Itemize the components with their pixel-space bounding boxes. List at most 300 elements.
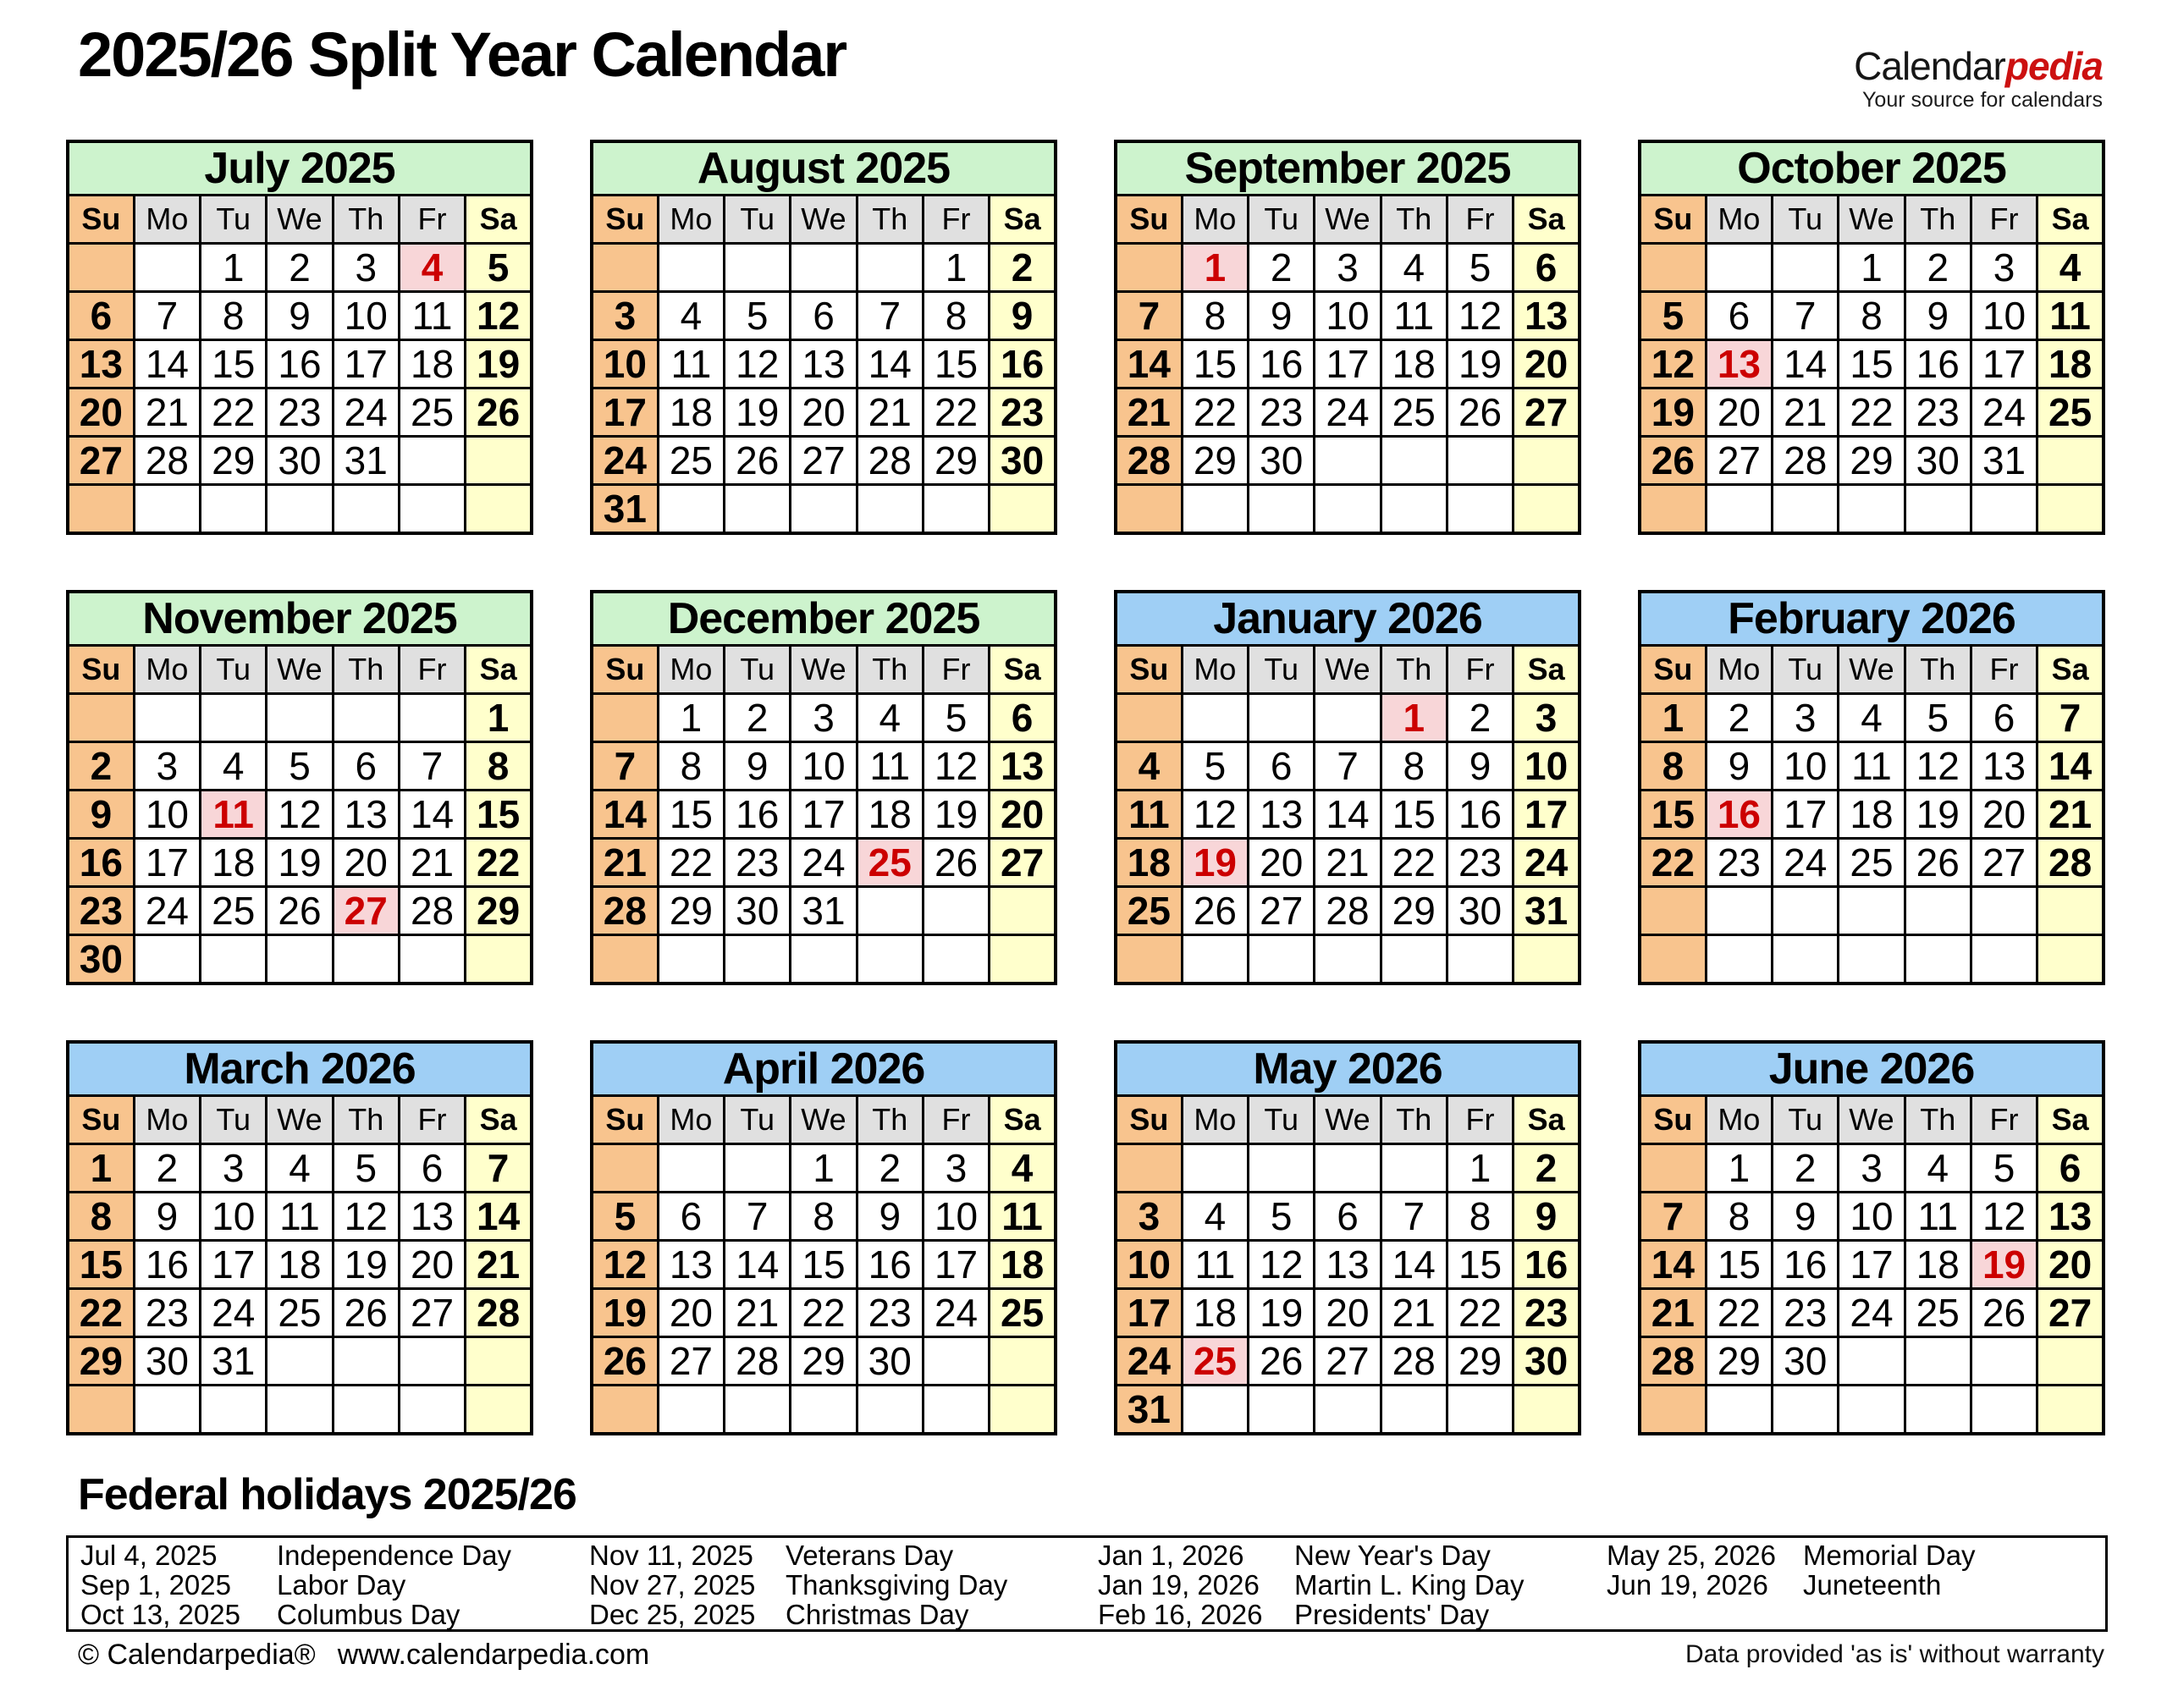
day-cell: 16 [1514, 1241, 1580, 1289]
holiday-name: Christmas Day [786, 1599, 969, 1630]
weekday-header-su: Su [68, 196, 134, 244]
day-cell: 3 [1839, 1144, 1905, 1193]
weekday-header-mo: Mo [134, 1096, 200, 1144]
day-cell: 30 [990, 437, 1056, 485]
holiday-entry [589, 1600, 1098, 1629]
day-cell: 31 [1514, 887, 1580, 935]
weekday-header-th: Th [1905, 196, 1971, 244]
day-cell: 2 [1706, 694, 1772, 742]
empty-cell [134, 1386, 200, 1435]
month-november-2025 [66, 590, 533, 985]
day-cell: 5 [1640, 292, 1706, 340]
day-cell: 22 [923, 388, 989, 437]
holiday-name: New Year's Day [1294, 1540, 1491, 1571]
day-cell: 1 [201, 244, 267, 292]
day-cell: 22 [1706, 1289, 1772, 1337]
day-cell: 29 [1706, 1337, 1772, 1386]
weekday-header-su: Su [1640, 646, 1706, 694]
day-cell: 6 [333, 742, 399, 791]
day-cell: 23 [267, 388, 333, 437]
empty-cell [1971, 887, 2037, 935]
day-cell: 4 [658, 292, 724, 340]
day-cell: 17 [201, 1241, 267, 1289]
day-cell: 10 [791, 742, 857, 791]
weekday-header-mo: Mo [1706, 196, 1772, 244]
weekday-header-su: Su [592, 1096, 658, 1144]
weekday-header-th: Th [333, 196, 399, 244]
empty-cell [1706, 485, 1772, 534]
empty-cell [1315, 935, 1381, 984]
day-cell: 11 [399, 292, 465, 340]
day-cell: 14 [466, 1193, 532, 1241]
empty-cell [592, 1386, 658, 1435]
day-cell: 4 [857, 694, 923, 742]
day-cell: 23 [134, 1289, 200, 1337]
empty-cell [2037, 1337, 2104, 1386]
day-cell: 26 [1182, 887, 1248, 935]
day-cell: 1 [923, 244, 989, 292]
empty-cell [857, 1386, 923, 1435]
empty-cell [2037, 1386, 2104, 1435]
day-cell: 25 [990, 1289, 1056, 1337]
day-cell: 11 [201, 791, 267, 839]
weekday-header-sa: Sa [2037, 646, 2104, 694]
empty-cell [1706, 244, 1772, 292]
day-cell: 17 [1116, 1289, 1182, 1337]
day-cell: 21 [1381, 1289, 1447, 1337]
empty-cell [1182, 1386, 1248, 1435]
day-cell: 30 [1773, 1337, 1839, 1386]
day-cell: 14 [857, 340, 923, 388]
day-cell: 27 [68, 437, 134, 485]
weekday-header-th: Th [1381, 646, 1447, 694]
day-cell: 5 [725, 292, 791, 340]
empty-cell [990, 1337, 1056, 1386]
day-cell: 4 [990, 1144, 1056, 1193]
day-cell: 18 [399, 340, 465, 388]
weekday-header-we: We [1839, 646, 1905, 694]
weekday-header-mo: Mo [1182, 196, 1248, 244]
day-cell: 17 [1839, 1241, 1905, 1289]
day-cell: 22 [1381, 839, 1447, 887]
weekday-header-fr: Fr [399, 196, 465, 244]
day-cell: 9 [1447, 742, 1513, 791]
weekday-header-tu: Tu [201, 1096, 267, 1144]
weekday-header-tu: Tu [201, 646, 267, 694]
weekday-header-mo: Mo [1706, 646, 1772, 694]
day-cell: 22 [1640, 839, 1706, 887]
day-cell: 22 [68, 1289, 134, 1337]
empty-cell [857, 485, 923, 534]
day-cell: 26 [923, 839, 989, 887]
empty-cell [1249, 935, 1315, 984]
empty-cell [1381, 935, 1447, 984]
day-cell: 24 [592, 437, 658, 485]
day-cell: 24 [1514, 839, 1580, 887]
holiday-date: Jul 4, 2025 [80, 1540, 218, 1571]
weekday-header-mo: Mo [1182, 646, 1248, 694]
day-cell: 23 [1773, 1289, 1839, 1337]
weekday-header-tu: Tu [725, 646, 791, 694]
day-cell: 25 [1116, 887, 1182, 935]
weekday-header-tu: Tu [1773, 646, 1839, 694]
day-cell: 14 [725, 1241, 791, 1289]
empty-cell [1971, 1337, 2037, 1386]
empty-cell [990, 887, 1056, 935]
day-cell: 18 [267, 1241, 333, 1289]
day-cell: 23 [1514, 1289, 1580, 1337]
holiday-entry [1098, 1540, 1607, 1570]
day-cell: 20 [791, 388, 857, 437]
day-cell: 3 [333, 244, 399, 292]
empty-cell [1514, 485, 1580, 534]
day-cell: 21 [725, 1289, 791, 1337]
empty-cell [1773, 1386, 1839, 1435]
day-cell: 10 [1116, 1241, 1182, 1289]
weekday-header-th: Th [1905, 646, 1971, 694]
empty-cell [1381, 1144, 1447, 1193]
day-cell: 17 [791, 791, 857, 839]
weekday-header-fr: Fr [399, 646, 465, 694]
empty-cell [1182, 935, 1248, 984]
empty-cell [1905, 1337, 1971, 1386]
day-cell: 24 [923, 1289, 989, 1337]
empty-cell [1116, 935, 1182, 984]
day-cell: 8 [201, 292, 267, 340]
day-cell: 5 [592, 1193, 658, 1241]
day-cell: 7 [1315, 742, 1381, 791]
empty-cell [1381, 1386, 1447, 1435]
day-cell: 13 [333, 791, 399, 839]
weekday-header-fr: Fr [1971, 1096, 2037, 1144]
day-cell: 26 [725, 437, 791, 485]
day-cell: 18 [1381, 340, 1447, 388]
holiday-entry [80, 1540, 589, 1570]
day-cell: 2 [267, 244, 333, 292]
day-cell: 24 [333, 388, 399, 437]
empty-cell [1381, 485, 1447, 534]
day-cell: 2 [68, 742, 134, 791]
day-cell: 29 [791, 1337, 857, 1386]
weekday-header-fr: Fr [923, 196, 989, 244]
empty-cell [68, 485, 134, 534]
day-cell: 26 [267, 887, 333, 935]
day-cell: 18 [1905, 1241, 1971, 1289]
holiday-entry [80, 1570, 589, 1600]
empty-cell [1249, 1144, 1315, 1193]
day-cell: 29 [1447, 1337, 1513, 1386]
holiday-entry [1098, 1570, 1607, 1600]
day-cell: 21 [134, 388, 200, 437]
day-cell: 1 [68, 1144, 134, 1193]
day-cell: 17 [1971, 340, 2037, 388]
day-cell: 23 [1706, 839, 1772, 887]
empty-cell [267, 1386, 333, 1435]
day-cell: 9 [1773, 1193, 1839, 1241]
day-cell: 27 [399, 1289, 465, 1337]
empty-cell [1839, 935, 1905, 984]
weekday-header-mo: Mo [658, 646, 724, 694]
day-cell: 8 [1182, 292, 1248, 340]
day-cell: 12 [923, 742, 989, 791]
day-cell: 30 [1905, 437, 1971, 485]
day-cell: 28 [466, 1289, 532, 1337]
empty-cell [1839, 1386, 1905, 1435]
empty-cell [466, 485, 532, 534]
day-cell: 29 [923, 437, 989, 485]
day-cell: 3 [201, 1144, 267, 1193]
day-cell: 6 [658, 1193, 724, 1241]
day-cell: 26 [1447, 388, 1513, 437]
weekday-header-tu: Tu [1773, 196, 1839, 244]
weekday-header-sa: Sa [466, 1096, 532, 1144]
day-cell: 9 [1514, 1193, 1580, 1241]
day-cell: 16 [68, 839, 134, 887]
day-cell: 2 [1514, 1144, 1580, 1193]
day-cell: 23 [1905, 388, 1971, 437]
day-cell: 5 [1182, 742, 1248, 791]
day-cell: 12 [1905, 742, 1971, 791]
empty-cell [1116, 485, 1182, 534]
day-cell: 12 [1640, 340, 1706, 388]
empty-cell [1773, 485, 1839, 534]
day-cell: 3 [923, 1144, 989, 1193]
weekday-header-th: Th [333, 646, 399, 694]
day-cell: 27 [1971, 839, 2037, 887]
day-cell: 2 [1905, 244, 1971, 292]
empty-cell [267, 1337, 333, 1386]
empty-cell [658, 485, 724, 534]
day-cell: 22 [466, 839, 532, 887]
day-cell: 9 [1706, 742, 1772, 791]
weekday-header-we: We [1315, 1096, 1381, 1144]
day-cell: 5 [923, 694, 989, 742]
day-cell: 15 [1706, 1241, 1772, 1289]
day-cell: 11 [857, 742, 923, 791]
day-cell: 17 [333, 340, 399, 388]
empty-cell [466, 1386, 532, 1435]
day-cell: 4 [1905, 1144, 1971, 1193]
day-cell: 1 [1839, 244, 1905, 292]
day-cell: 8 [1381, 742, 1447, 791]
weekday-header-th: Th [857, 646, 923, 694]
empty-cell [1447, 1386, 1513, 1435]
day-cell: 14 [2037, 742, 2104, 791]
day-cell: 16 [857, 1241, 923, 1289]
empty-cell [201, 1386, 267, 1435]
weekday-header-su: Su [1116, 1096, 1182, 1144]
day-cell: 27 [2037, 1289, 2104, 1337]
day-cell: 14 [1315, 791, 1381, 839]
day-cell: 15 [1839, 340, 1905, 388]
day-cell: 9 [68, 791, 134, 839]
day-cell: 16 [1447, 791, 1513, 839]
day-cell: 20 [990, 791, 1056, 839]
day-cell: 7 [1116, 292, 1182, 340]
holiday-entry [1607, 1570, 2115, 1600]
day-cell: 2 [1773, 1144, 1839, 1193]
day-cell: 14 [592, 791, 658, 839]
day-cell: 20 [658, 1289, 724, 1337]
weekday-header-mo: Mo [658, 1096, 724, 1144]
weekday-header-th: Th [333, 1096, 399, 1144]
day-cell: 18 [2037, 340, 2104, 388]
day-cell: 17 [592, 388, 658, 437]
day-cell: 10 [1315, 292, 1381, 340]
day-cell: 18 [658, 388, 724, 437]
day-cell: 13 [658, 1241, 724, 1289]
day-cell: 2 [134, 1144, 200, 1193]
empty-cell [658, 935, 724, 984]
empty-cell [2037, 935, 2104, 984]
holiday-column [80, 1540, 589, 1629]
day-cell: 3 [1315, 244, 1381, 292]
day-cell: 7 [1640, 1193, 1706, 1241]
day-cell: 7 [725, 1193, 791, 1241]
day-cell: 7 [1773, 292, 1839, 340]
weekday-header-su: Su [592, 196, 658, 244]
day-cell: 25 [201, 887, 267, 935]
weekday-header-fr: Fr [1447, 196, 1513, 244]
empty-cell [2037, 437, 2104, 485]
empty-cell [725, 935, 791, 984]
weekday-header-su: Su [1116, 196, 1182, 244]
day-cell: 27 [658, 1337, 724, 1386]
day-cell: 11 [658, 340, 724, 388]
day-cell: 22 [791, 1289, 857, 1337]
holiday-date: Nov 27, 2025 [589, 1569, 756, 1601]
day-cell: 17 [1514, 791, 1580, 839]
day-cell: 16 [134, 1241, 200, 1289]
day-cell: 7 [399, 742, 465, 791]
day-cell: 8 [1839, 292, 1905, 340]
empty-cell [68, 694, 134, 742]
day-cell: 23 [857, 1289, 923, 1337]
weekday-header-fr: Fr [399, 1096, 465, 1144]
day-cell: 9 [725, 742, 791, 791]
day-cell: 30 [857, 1337, 923, 1386]
day-cell: 25 [399, 388, 465, 437]
day-cell: 10 [333, 292, 399, 340]
day-cell: 19 [267, 839, 333, 887]
empty-cell [333, 1337, 399, 1386]
day-cell: 6 [2037, 1144, 2104, 1193]
weekday-header-mo: Mo [134, 646, 200, 694]
holiday-date: Jan 19, 2026 [1098, 1569, 1260, 1601]
month-december-2025 [590, 590, 1057, 985]
day-cell: 8 [68, 1193, 134, 1241]
weekday-header-su: Su [592, 646, 658, 694]
weekday-header-fr: Fr [1447, 1096, 1513, 1144]
day-cell: 31 [201, 1337, 267, 1386]
day-cell: 6 [399, 1144, 465, 1193]
day-cell: 8 [1640, 742, 1706, 791]
weekday-header-su: Su [1116, 646, 1182, 694]
month-title: January 2026 [1116, 592, 1580, 646]
calendarpedia-logo [1854, 46, 2103, 112]
day-cell: 13 [68, 340, 134, 388]
footer-url[interactable]: www.calendarpedia.com [337, 1639, 650, 1671]
day-cell: 20 [333, 839, 399, 887]
day-cell: 9 [1905, 292, 1971, 340]
day-cell: 8 [466, 742, 532, 791]
day-cell: 8 [791, 1193, 857, 1241]
weekday-header-th: Th [1381, 1096, 1447, 1144]
day-cell: 13 [1971, 742, 2037, 791]
day-cell: 30 [1249, 437, 1315, 485]
day-cell: 15 [791, 1241, 857, 1289]
empty-cell [201, 485, 267, 534]
empty-cell [1182, 1144, 1248, 1193]
empty-cell [592, 1144, 658, 1193]
empty-cell [399, 694, 465, 742]
holiday-name: Independence Day [277, 1540, 512, 1571]
day-cell: 12 [1249, 1241, 1315, 1289]
empty-cell [725, 244, 791, 292]
day-cell: 30 [267, 437, 333, 485]
day-cell: 14 [1381, 1241, 1447, 1289]
empty-cell [592, 694, 658, 742]
day-cell: 10 [1773, 742, 1839, 791]
day-cell: 5 [267, 742, 333, 791]
day-cell: 19 [1447, 340, 1513, 388]
empty-cell [1116, 1144, 1182, 1193]
day-cell: 1 [466, 694, 532, 742]
day-cell: 21 [1773, 388, 1839, 437]
weekday-header-sa: Sa [990, 646, 1056, 694]
day-cell: 13 [791, 340, 857, 388]
day-cell: 30 [1447, 887, 1513, 935]
day-cell: 17 [134, 839, 200, 887]
day-cell: 19 [923, 791, 989, 839]
empty-cell [923, 1337, 989, 1386]
empty-cell [1514, 437, 1580, 485]
holiday-date: Sep 1, 2025 [80, 1569, 231, 1601]
day-cell: 12 [333, 1193, 399, 1241]
day-cell: 26 [592, 1337, 658, 1386]
day-cell: 31 [1971, 437, 2037, 485]
day-cell: 19 [1971, 1241, 2037, 1289]
day-cell: 28 [1315, 887, 1381, 935]
weekday-header-su: Su [68, 1096, 134, 1144]
day-cell: 8 [1447, 1193, 1513, 1241]
day-cell: 28 [1381, 1337, 1447, 1386]
empty-cell [1773, 935, 1839, 984]
month-title: August 2025 [592, 141, 1056, 196]
day-cell: 18 [1182, 1289, 1248, 1337]
weekday-header-fr: Fr [1971, 196, 2037, 244]
day-cell: 4 [399, 244, 465, 292]
empty-cell [1905, 1386, 1971, 1435]
day-cell: 16 [1249, 340, 1315, 388]
month-title: December 2025 [592, 592, 1056, 646]
empty-cell [1447, 935, 1513, 984]
day-cell: 7 [592, 742, 658, 791]
empty-cell [134, 485, 200, 534]
empty-cell [2037, 887, 2104, 935]
day-cell: 16 [1773, 1241, 1839, 1289]
weekday-header-tu: Tu [1249, 196, 1315, 244]
day-cell: 3 [1773, 694, 1839, 742]
day-cell: 26 [1971, 1289, 2037, 1337]
weekday-header-fr: Fr [1971, 646, 2037, 694]
weekday-header-fr: Fr [1447, 646, 1513, 694]
day-cell: 18 [990, 1241, 1056, 1289]
weekday-header-fr: Fr [923, 646, 989, 694]
empty-cell [1773, 887, 1839, 935]
empty-cell [333, 1386, 399, 1435]
day-cell: 10 [592, 340, 658, 388]
